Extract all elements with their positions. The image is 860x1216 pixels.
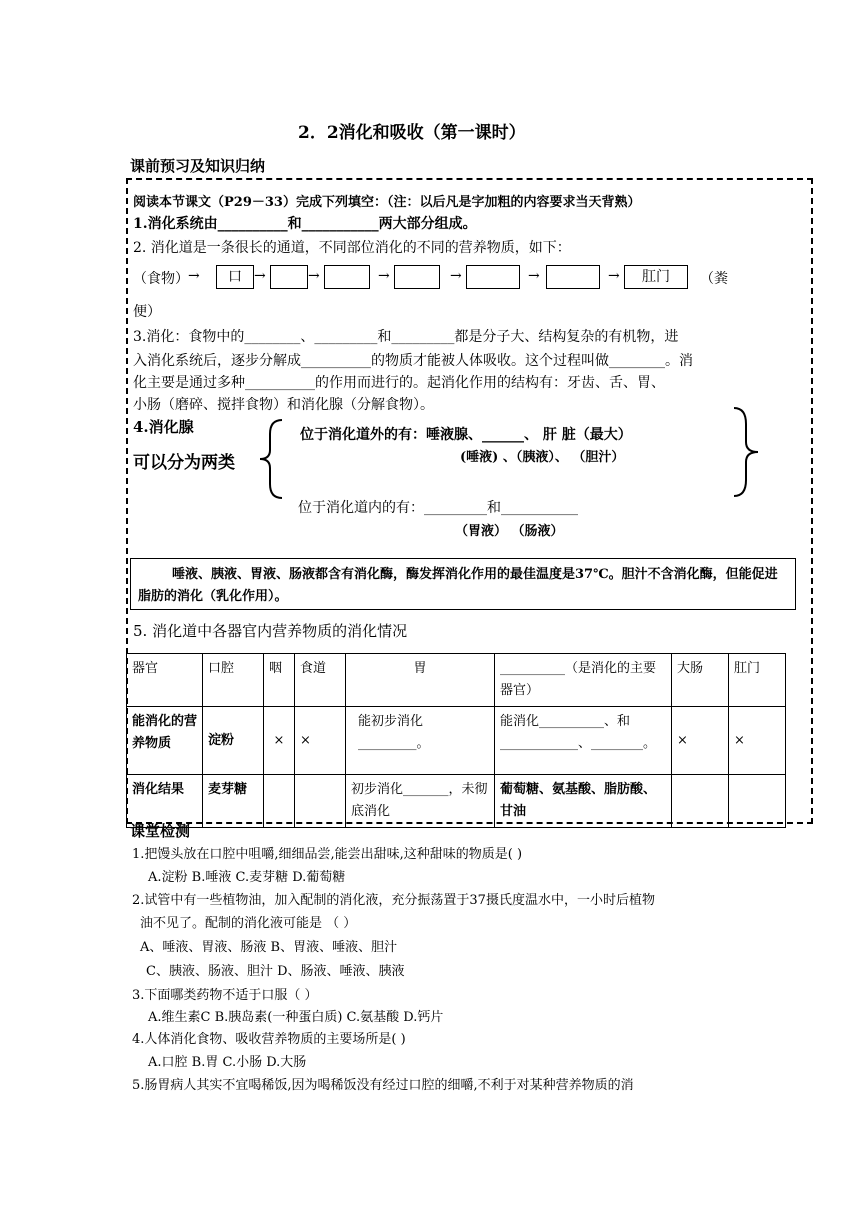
flow-end: （粪 bbox=[700, 271, 728, 287]
table-cell: 能消化__________、和____________、________。 bbox=[495, 707, 672, 775]
arrow-icon: → bbox=[450, 268, 462, 284]
arrow-icon: → bbox=[188, 268, 200, 284]
right-brace-icon bbox=[730, 406, 762, 498]
flow-box-blank bbox=[270, 265, 308, 289]
table-cell: 胃 bbox=[346, 654, 495, 707]
table-cell: 葡萄糖、氨基酸、脂肪酸、甘油 bbox=[495, 775, 672, 828]
quiz-line: A.淀粉 B.唾液 C.麦芽糖 D.葡萄糖 bbox=[148, 870, 346, 885]
table-cell bbox=[264, 775, 295, 828]
glands-outside-notes: (唾液) 、（胰液）、 （胆汁） bbox=[460, 450, 625, 465]
question-2: 2. 消化道是一条很长的通道，不同部位消化的不同的营养物质，如下： bbox=[133, 240, 571, 256]
table-cell: × bbox=[295, 707, 346, 775]
table-cell: 初步消化_______，未彻底消化 bbox=[346, 775, 495, 828]
flow-box-blank bbox=[394, 265, 440, 289]
table-cell: 食道 bbox=[295, 654, 346, 707]
flow-end-2: 便） bbox=[133, 304, 161, 320]
question-5: 5. 消化道中各器官内营养物质的消化情况 bbox=[133, 622, 408, 640]
question-3-line-3: 化主要是通过多种__________的作用而进行的。起消化作用的结构有：牙齿、舌、胃、 bbox=[133, 375, 665, 391]
flow-box-anus: 肛门 bbox=[624, 265, 688, 289]
flow-box-mouth: 口 bbox=[216, 265, 254, 289]
table-cell: 消化结果 bbox=[127, 775, 203, 828]
question-4-label: 4.消化腺 bbox=[133, 418, 194, 436]
page-title: 2．2消化和吸收（第一课时） bbox=[298, 123, 526, 143]
quiz-line: 5.肠胃病人其实不宜喝稀饭,因为喝稀饭没有经过口腔的细嚼,不利于对某种营养物质的消 bbox=[132, 1078, 634, 1093]
table-cell: 能消化的营养物质 bbox=[127, 707, 203, 775]
table-cell: 口腔 bbox=[203, 654, 264, 707]
table-cell: 麦芽糖 bbox=[203, 775, 264, 828]
table-cell: 肛门 bbox=[729, 654, 786, 707]
arrow-icon: → bbox=[308, 268, 320, 284]
glands-inside: 位于消化道内的有：_________和___________ bbox=[298, 500, 578, 516]
table-cell: × bbox=[729, 707, 786, 775]
left-brace-icon bbox=[256, 418, 286, 500]
question-3-line-2: 入消化系统后，逐步分解成__________的物质才能被人体吸收。这个过程叫做________。消 bbox=[133, 353, 693, 369]
table-cell: 大肠 bbox=[672, 654, 729, 707]
enzyme-note: 唾液、胰液、胃液、肠液都含有消化酶，酶发挥消化作用的最佳温度是37℃。胆汁不含消化酶，但能促进脂肪的消化（乳化作用）。 bbox=[138, 567, 778, 604]
table-cell bbox=[672, 775, 729, 828]
table-cell: 器官 bbox=[127, 654, 203, 707]
quiz-line: 1.把馒头放在口腔中咀嚼,细细品尝,能尝出甜味,这种甜味的物质是( ) bbox=[132, 847, 523, 862]
table-cell: 咽 bbox=[264, 654, 295, 707]
table-cell: × bbox=[672, 707, 729, 775]
arrow-icon: → bbox=[608, 268, 620, 284]
question-3-line-1: 3.消化：食物中的________、_________和_________都是分子大、结构复杂的有机物，进 bbox=[133, 329, 679, 345]
quiz-line: 2.试管中有一些植物油，加入配制的消化液，充分振荡置于37摄氏度温水中，一小时后植物 bbox=[132, 893, 655, 908]
quiz-line: A、唾液、胃液、肠液 B、胃液、唾液、胆汁 bbox=[140, 940, 398, 955]
table-cell: __________（是消化的主要器官） bbox=[495, 654, 672, 707]
section-heading-check: 课堂检测 bbox=[130, 822, 191, 840]
table-cell: × bbox=[264, 707, 295, 775]
table-cell: 能初步消化_________。 bbox=[346, 707, 495, 775]
glands-inside-notes: （胃液） （肠液） bbox=[455, 524, 564, 539]
section-heading-preview: 课前预习及知识归纳 bbox=[130, 157, 266, 175]
flow-start: （食物） bbox=[133, 271, 189, 287]
quiz-line: A.维生素C B.胰岛素(一种蛋白质) C.氨基酸 D.钙片 bbox=[148, 1010, 444, 1025]
table-row bbox=[127, 707, 786, 775]
table-row bbox=[127, 775, 786, 828]
intro-text: 阅读本节课文（P29－33）完成下列填空：（注：以后凡是字加粗的内容要求当天背熟） bbox=[133, 195, 641, 210]
question-3-line-4: 小肠（磨碎、搅拌食物）和消化腺（分解食物）。 bbox=[133, 397, 434, 413]
flow-box-blank bbox=[466, 265, 520, 289]
table-cell bbox=[729, 775, 786, 828]
arrow-icon: → bbox=[378, 268, 390, 284]
arrow-icon: → bbox=[254, 268, 266, 284]
glands-outside: 位于消化道外的有：唾液腺、______、 肝 脏（最大） bbox=[300, 427, 632, 443]
quiz-line: 4.人体消化食物、吸收营养物质的主要场所是( ) bbox=[132, 1032, 406, 1047]
flow-box-blank bbox=[324, 265, 370, 289]
table-cell: 淀粉 bbox=[203, 707, 264, 775]
question-4-sub: 可以分为两类 bbox=[133, 453, 235, 473]
quiz-line: 油不见了。配制的消化液可能是 （ ） bbox=[140, 916, 357, 931]
quiz-line: 3.下面哪类药物不适于口服（ ） bbox=[132, 988, 318, 1003]
quiz-line: A.口腔 B.胃 C.小肠 D.大肠 bbox=[148, 1055, 307, 1070]
question-1: 1.消化系统由__________和___________两大部分组成。 bbox=[133, 216, 477, 232]
arrow-icon: → bbox=[528, 268, 540, 284]
table-row bbox=[127, 654, 786, 707]
table-cell bbox=[295, 775, 346, 828]
quiz-line: C、胰液、肠液、胆汁 D、肠液、唾液、胰液 bbox=[146, 964, 405, 979]
flow-box-blank bbox=[546, 265, 600, 289]
digestion-table bbox=[126, 653, 786, 828]
